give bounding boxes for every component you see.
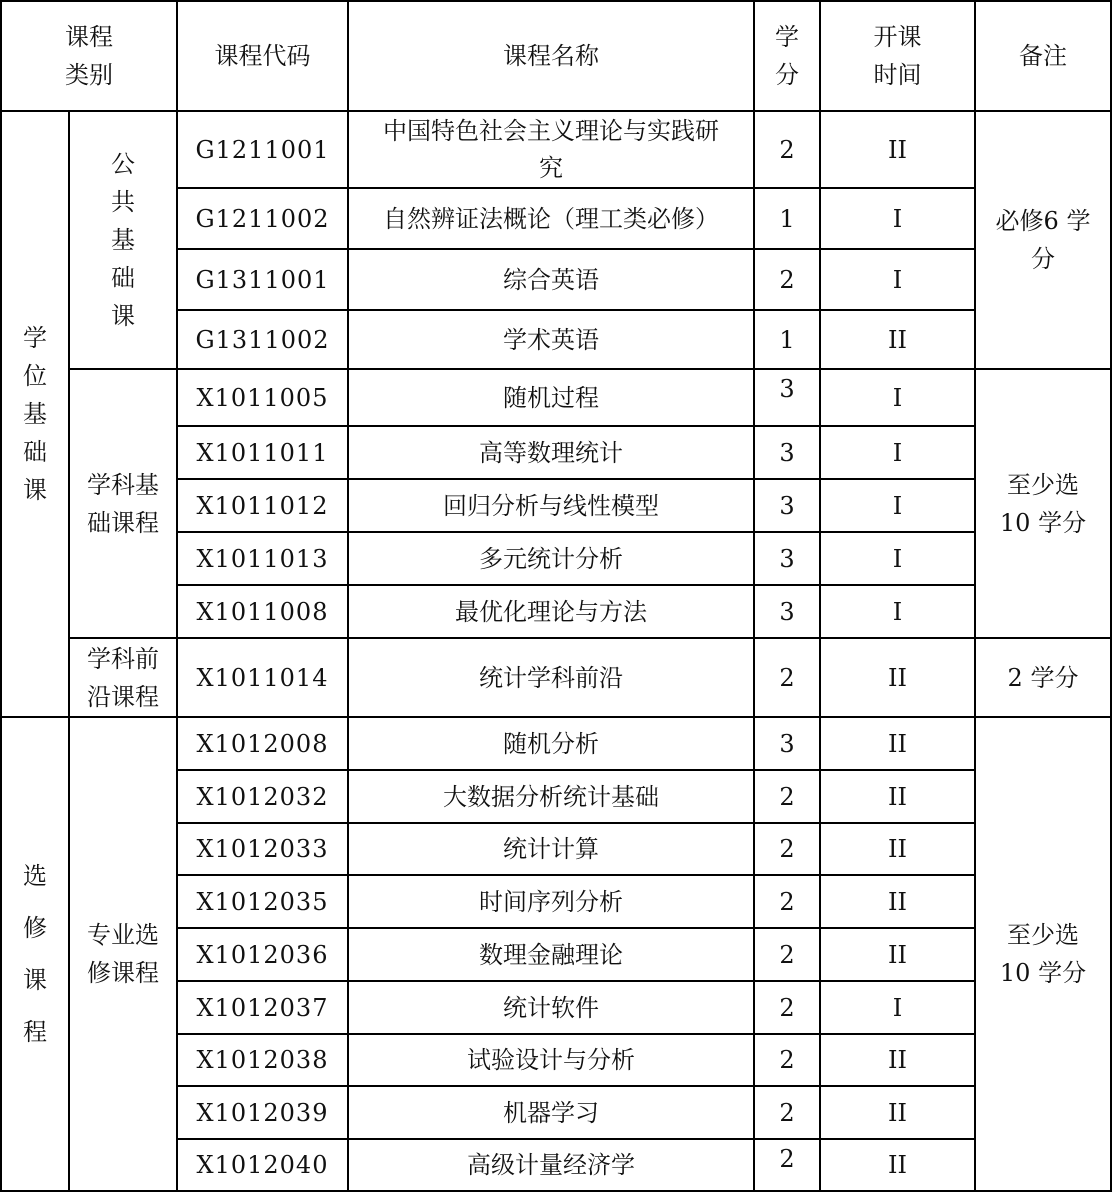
note-major-elective: 至少选 10 学分 bbox=[975, 717, 1111, 1191]
course-name: 最优化理论与方法 bbox=[348, 585, 754, 638]
course-credit: 2 bbox=[754, 928, 820, 981]
table-row bbox=[1, 638, 1111, 717]
course-credit: 2 bbox=[754, 875, 820, 928]
course-credit: 2 bbox=[754, 1139, 820, 1191]
header-credit: 学 分 bbox=[754, 1, 820, 111]
note-frontier: 2 学分 bbox=[975, 638, 1111, 717]
course-term: II bbox=[820, 717, 975, 770]
group-elective: 选 修 课 程 bbox=[1, 717, 69, 1191]
course-code: G1311001 bbox=[177, 249, 348, 310]
course-term: II bbox=[820, 111, 975, 188]
course-name: 统计软件 bbox=[348, 981, 754, 1034]
course-name: 高级计量经济学 bbox=[348, 1139, 754, 1191]
course-credit: 1 bbox=[754, 188, 820, 249]
course-term: II bbox=[820, 875, 975, 928]
header-category: 课程 类别 bbox=[1, 1, 177, 111]
course-code: X1012033 bbox=[177, 823, 348, 875]
header-name: 课程名称 bbox=[348, 1, 754, 111]
course-name: 高等数理统计 bbox=[348, 426, 754, 479]
note-subject-basic: 至少选 10 学分 bbox=[975, 369, 1111, 638]
course-code: X1012036 bbox=[177, 928, 348, 981]
course-code: X1012032 bbox=[177, 770, 348, 823]
group-major-elective: 专业选 修课程 bbox=[69, 717, 177, 1191]
course-name: 试验设计与分析 bbox=[348, 1034, 754, 1086]
course-term: II bbox=[820, 1139, 975, 1191]
course-term: I bbox=[820, 426, 975, 479]
course-code: X1012008 bbox=[177, 717, 348, 770]
course-name: 多元统计分析 bbox=[348, 532, 754, 585]
course-code: X1011005 bbox=[177, 369, 348, 426]
course-credit: 2 bbox=[754, 1034, 820, 1086]
group-subject-basic: 学科基 础课程 bbox=[69, 369, 177, 638]
course-term: I bbox=[820, 188, 975, 249]
course-name: 时间序列分析 bbox=[348, 875, 754, 928]
table-row bbox=[1, 717, 1111, 770]
course-credit: 2 bbox=[754, 770, 820, 823]
course-term: I bbox=[820, 532, 975, 585]
course-code: X1012039 bbox=[177, 1086, 348, 1139]
course-name: 综合英语 bbox=[348, 249, 754, 310]
course-term: II bbox=[820, 928, 975, 981]
course-name: 学术英语 bbox=[348, 310, 754, 369]
course-credit: 3 bbox=[754, 479, 820, 532]
course-code: X1012035 bbox=[177, 875, 348, 928]
course-credit: 1 bbox=[754, 310, 820, 369]
course-term: II bbox=[820, 1086, 975, 1139]
course-term: I bbox=[820, 585, 975, 638]
course-credit: 2 bbox=[754, 638, 820, 717]
group-degree-basic: 学 位 基 础 课 bbox=[1, 111, 69, 717]
course-name: 统计学科前沿 bbox=[348, 638, 754, 717]
course-code: X1011012 bbox=[177, 479, 348, 532]
header-term: 开课 时间 bbox=[820, 1, 975, 111]
table-row bbox=[1, 111, 1111, 188]
course-term: I bbox=[820, 249, 975, 310]
course-name: 大数据分析统计基础 bbox=[348, 770, 754, 823]
course-code: X1011013 bbox=[177, 532, 348, 585]
course-code: X1012040 bbox=[177, 1139, 348, 1191]
course-code: X1011011 bbox=[177, 426, 348, 479]
course-credit: 3 bbox=[754, 717, 820, 770]
course-name: 自然辨证法概论（理工类必修） bbox=[348, 188, 754, 249]
group-public-basic: 公 共 基 础 课 bbox=[69, 111, 177, 369]
course-term: I bbox=[820, 369, 975, 426]
course-code: G1311002 bbox=[177, 310, 348, 369]
group-frontier: 学科前 沿课程 bbox=[69, 638, 177, 717]
course-code: X1011008 bbox=[177, 585, 348, 638]
header-row bbox=[1, 1, 1111, 111]
note-public: 必修6 学 分 bbox=[975, 111, 1111, 369]
course-name: 机器学习 bbox=[348, 1086, 754, 1139]
course-term: I bbox=[820, 981, 975, 1034]
course-name: 随机分析 bbox=[348, 717, 754, 770]
course-name: 统计计算 bbox=[348, 823, 754, 875]
course-term: II bbox=[820, 770, 975, 823]
course-term: II bbox=[820, 823, 975, 875]
header-note: 备注 bbox=[975, 1, 1111, 111]
course-code: G1211001 bbox=[177, 111, 348, 188]
table-row bbox=[1, 369, 1111, 426]
course-name: 随机过程 bbox=[348, 369, 754, 426]
course-credit: 2 bbox=[754, 111, 820, 188]
course-name: 回归分析与线性模型 bbox=[348, 479, 754, 532]
course-name: 数理金融理论 bbox=[348, 928, 754, 981]
course-credit: 2 bbox=[754, 981, 820, 1034]
course-term: II bbox=[820, 310, 975, 369]
course-name: 中国特色社会主义理论与实践研 究 bbox=[348, 111, 754, 188]
course-credit: 2 bbox=[754, 249, 820, 310]
course-credit: 2 bbox=[754, 823, 820, 875]
course-code: X1011014 bbox=[177, 638, 348, 717]
course-credit: 2 bbox=[754, 1086, 820, 1139]
course-credit: 3 bbox=[754, 532, 820, 585]
course-term: II bbox=[820, 638, 975, 717]
course-term: II bbox=[820, 1034, 975, 1086]
header-code: 课程代码 bbox=[177, 1, 348, 111]
course-code: X1012038 bbox=[177, 1034, 348, 1086]
course-credit: 3 bbox=[754, 426, 820, 479]
course-code: G1211002 bbox=[177, 188, 348, 249]
course-credit: 3 bbox=[754, 585, 820, 638]
course-credit: 3 bbox=[754, 369, 820, 426]
course-code: X1012037 bbox=[177, 981, 348, 1034]
course-term: I bbox=[820, 479, 975, 532]
